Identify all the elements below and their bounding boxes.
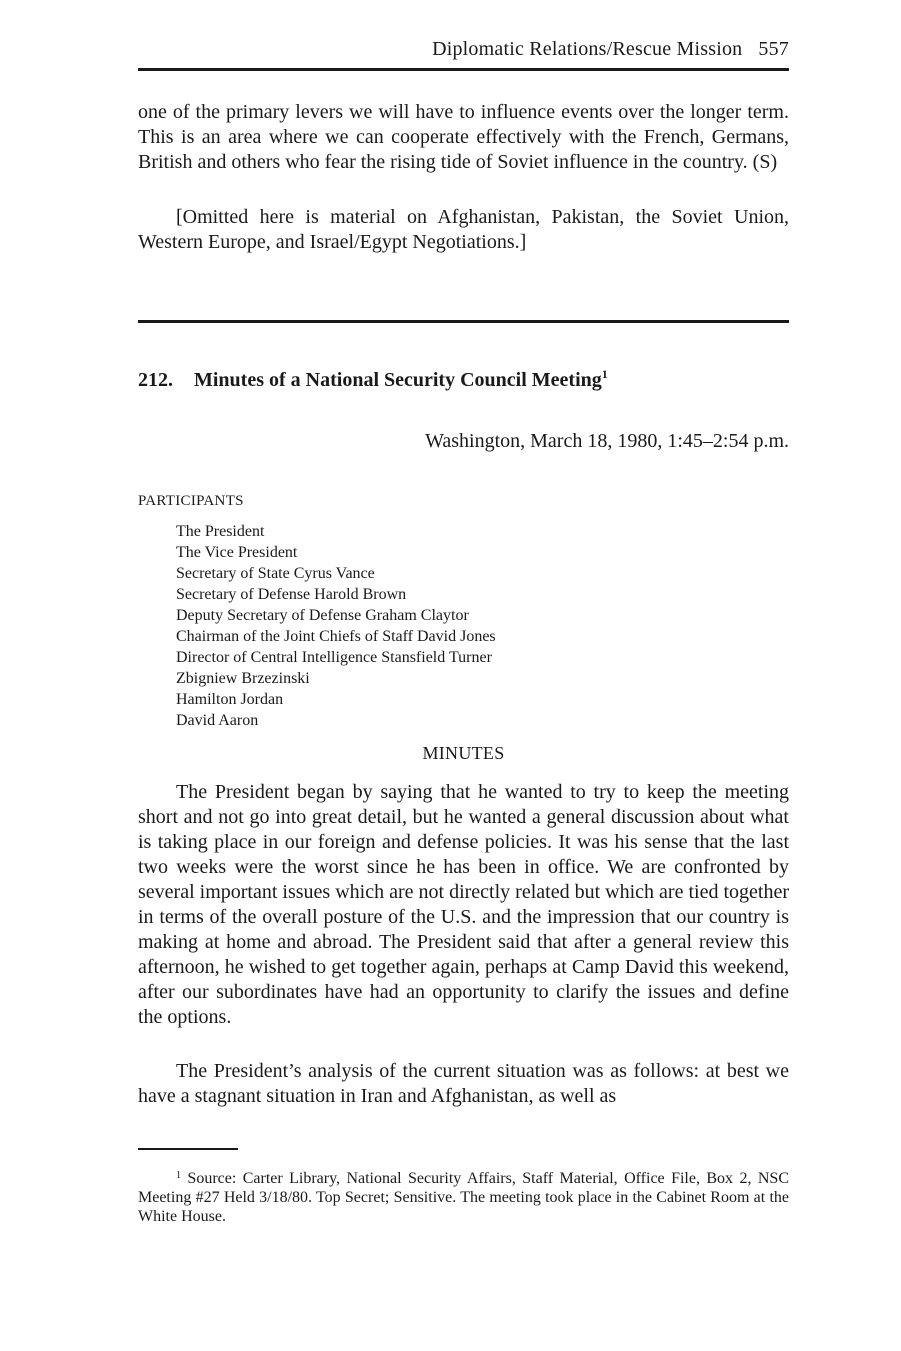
omission-note: [Omitted here is material on Afghanistan, Pakistan, the Soviet Union, Western Europe, and Israel/Egypt Negotiations.] <box>138 206 789 253</box>
participants-heading: PARTICIPANTS <box>138 493 244 509</box>
document-title-text: Minutes of a National Security Council Meeting <box>194 369 602 391</box>
participant-item: David Aaron <box>176 712 259 729</box>
page-number: 557 <box>758 38 789 60</box>
participant-item: The President <box>176 523 265 540</box>
document-page <box>138 0 789 1351</box>
running-head <box>138 38 789 61</box>
dateline: Washington, March 18, 1980, 1:45–2:54 p.m. <box>425 430 789 452</box>
participant-item: Hamilton Jordan <box>176 691 284 708</box>
footnote-text: Source: Carter Library, National Security Affairs, Staff Material, Office File, Box 2, NSC Meeting #27 Held 3/18/80. Top Secret; Sensitive. The meeting took place in the Cabinet Room at the White House. <box>138 1170 790 1225</box>
participant-item: Director of Central Intelligence Stansfield Turner <box>176 649 492 666</box>
document-number: 212. <box>138 369 173 391</box>
running-head-title: Diplomatic Relations/Rescue Mission <box>432 38 743 60</box>
section-rule <box>138 320 789 323</box>
minutes-paragraph: The President began by saying that he wanted to try to keep the meeting short and not go into great detail, but he wanted a general discussion about what is taking place in our foreign and defense policies. It was his sense that the last two weeks were the worst since he has been in office. We are confronted by several important issues which are not directly related but which are tied together in terms of the overall posture of the U.S. and the impression that our country is making at home and abroad. The President said that after a general review this afternoon, he wished to get together again, perhaps at Camp David this weekend, after our subordinates have had an opportunity to clarify the issues and define the options. <box>138 781 789 1028</box>
footnote-marker: 1 <box>176 1170 181 1181</box>
continuation-paragraph: one of the primary levers we will have to influence events over the longer term. This is an area where we can cooperate effectively with the French, Germans, British and others who fear the rising tide of Soviet influence in the country. (S) <box>138 101 789 173</box>
header-rule <box>138 68 789 71</box>
participant-item: Secretary of State Cyrus Vance <box>176 565 375 582</box>
participant-item: Zbigniew Brzezinski <box>176 670 310 687</box>
footnote-rule <box>138 1148 238 1150</box>
minutes-paragraph: The President’s analysis of the current situation was as follows: at best we have a stagnant situation in Iran and Afghanistan, as well as <box>138 1060 789 1107</box>
footnote-reference[interactable]: 1 <box>601 367 608 381</box>
participant-item: Chairman of the Joint Chiefs of Staff David Jones <box>176 628 496 645</box>
minutes-heading: MINUTES <box>422 743 505 763</box>
footnote <box>138 1166 789 1226</box>
participant-item: Secretary of Defense Harold Brown <box>176 586 407 603</box>
document-title <box>138 367 608 392</box>
participant-item: The Vice President <box>176 544 298 561</box>
participants-list <box>176 521 496 731</box>
participant-item: Deputy Secretary of Defense Graham Claytor <box>176 607 469 624</box>
